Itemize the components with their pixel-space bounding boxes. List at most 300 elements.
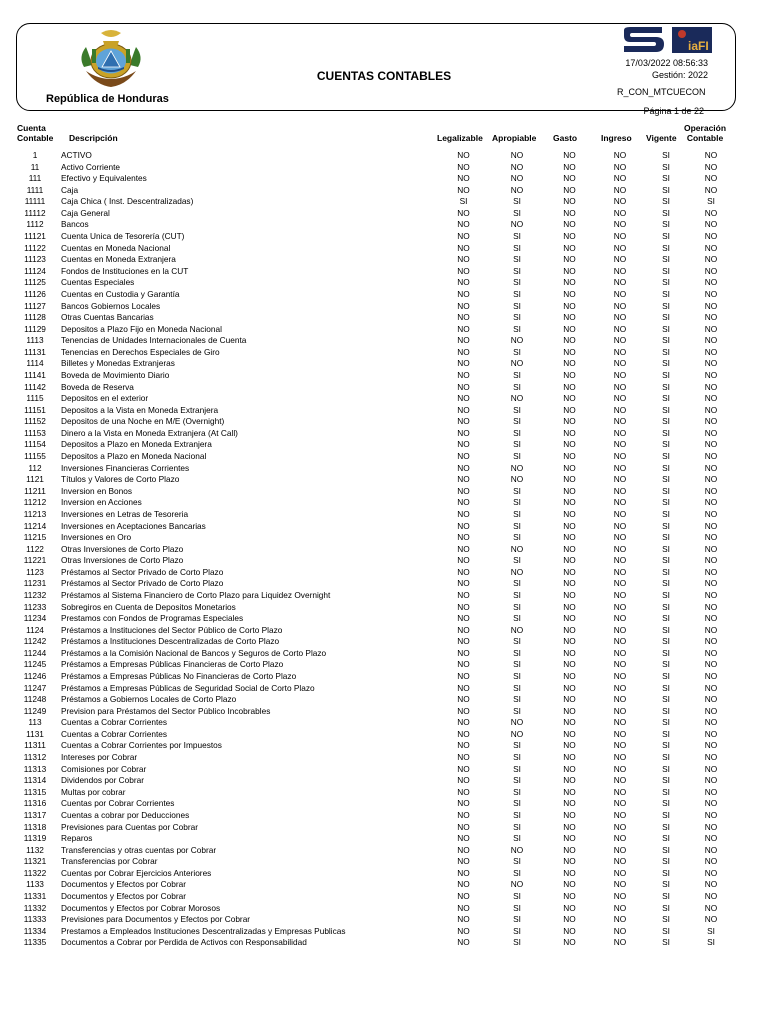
ingreso-value: NO [613, 937, 627, 948]
operacion-value: NO [704, 705, 718, 716]
vigente-value: SI [662, 937, 670, 948]
operacion-value: NO [704, 543, 718, 554]
ingreso-value: NO [613, 589, 627, 600]
operacion-value: NO [704, 601, 718, 612]
ingreso-value: NO [613, 786, 627, 797]
legalizable-value: NO [457, 300, 470, 311]
apropiable-value: SI [513, 671, 521, 682]
vigente-value: SI [662, 358, 670, 369]
table-row [14, 463, 736, 475]
ingreso-value: NO [613, 925, 627, 936]
vigente-value: SI [662, 555, 670, 566]
gasto-value: NO [563, 902, 576, 913]
gasto-value: NO [563, 485, 576, 496]
account-code: 11319 [23, 833, 47, 844]
apropiable-value: SI [513, 254, 521, 265]
legalizable-value: NO [457, 358, 470, 369]
operacion-value: NO [704, 265, 718, 276]
gasto-value: NO [563, 775, 576, 786]
ingreso-value: NO [613, 404, 627, 415]
vigente-value: SI [662, 844, 670, 855]
operacion-value: NO [704, 300, 718, 311]
gasto-value: NO [563, 844, 576, 855]
operacion-value: NO [704, 613, 718, 624]
account-description: Inversiones en Oro [61, 532, 132, 543]
account-description: Depositos de una Noche en M/E (Overnight) [61, 416, 225, 427]
table-row [14, 868, 736, 880]
account-code: 11234 [23, 613, 47, 624]
column-header-ingreso: Ingreso [601, 133, 632, 143]
operacion-value: NO [704, 682, 718, 693]
table-row [14, 347, 736, 359]
account-code: 11312 [23, 752, 47, 763]
column-header-code [17, 123, 53, 143]
ingreso-value: NO [613, 196, 627, 207]
legalizable-value: NO [457, 497, 470, 508]
account-code: 11245 [23, 659, 47, 670]
apropiable-value: SI [513, 809, 521, 820]
gasto-value: NO [563, 798, 576, 809]
gasto-value: NO [563, 601, 576, 612]
legalizable-value: NO [457, 532, 470, 543]
account-description: Depositos a Plazo en Moneda Nacional [61, 451, 207, 462]
account-description: Depositos a la Vista en Moneda Extranjera [61, 404, 219, 415]
account-code: 11316 [23, 798, 47, 809]
apropiable-value: NO [510, 335, 524, 346]
apropiable-value: SI [513, 856, 521, 867]
table-row [14, 590, 736, 602]
ingreso-value: NO [613, 184, 627, 195]
account-description: Prestamos a Empleados Instituciones Descentralizadas y Empresas Publicas [61, 925, 346, 936]
account-description: Préstamos a Instituciones Descentralizadas de Corto Plazo [61, 636, 280, 647]
legalizable-value: NO [457, 740, 470, 751]
gasto-value: NO [563, 335, 576, 346]
vigente-value: SI [662, 173, 670, 184]
accounts-table [14, 150, 736, 949]
account-description: Inversion en Acciones [61, 497, 142, 508]
apropiable-value: NO [510, 358, 524, 369]
gasto-value: NO [563, 763, 576, 774]
vigente-value: SI [662, 925, 670, 936]
ingreso-value: NO [613, 891, 627, 901]
account-code: 11232 [23, 589, 47, 600]
table-row [14, 891, 736, 903]
gasto-value: NO [563, 393, 576, 404]
operacion-value: NO [704, 798, 718, 809]
vigente-value: SI [662, 485, 670, 496]
account-code: 11123 [24, 254, 46, 265]
gasto-value: NO [563, 346, 576, 357]
table-row [14, 671, 736, 683]
table-row [14, 382, 736, 394]
legalizable-value: NO [457, 265, 470, 276]
table-row [14, 740, 736, 752]
account-code: 11127 [24, 300, 46, 311]
table-row [14, 428, 736, 440]
operacion-value: NO [704, 891, 718, 901]
vigente-value: SI [662, 659, 670, 670]
ingreso-value: NO [613, 508, 627, 519]
legalizable-value: NO [457, 242, 470, 253]
legalizable-value: NO [457, 844, 470, 855]
vigente-value: SI [662, 184, 670, 195]
apropiable-value: SI [513, 416, 521, 427]
operacion-value: NO [704, 589, 718, 600]
account-description: Documentos y Efectos por Cobrar [61, 891, 186, 901]
gasto-value: NO [563, 659, 576, 670]
vigente-value: SI [662, 508, 670, 519]
apropiable-value: SI [513, 752, 521, 763]
table-row [14, 324, 736, 336]
gasto-value: NO [563, 173, 576, 184]
vigente-value: SI [662, 867, 670, 878]
account-description: Boveda de Movimiento Diario [61, 369, 170, 380]
apropiable-value: NO [510, 543, 524, 554]
apropiable-value: NO [510, 879, 524, 890]
legalizable-value: NO [457, 150, 470, 160]
ingreso-value: NO [613, 173, 627, 184]
table-row [14, 497, 736, 509]
gasto-value: NO [563, 636, 576, 647]
account-code: 1111 [26, 184, 44, 195]
gasto-value: NO [563, 624, 576, 635]
apropiable-value: SI [513, 451, 521, 462]
operacion-value: NO [704, 763, 718, 774]
account-code: 11315 [23, 786, 47, 797]
table-row [14, 810, 736, 822]
operacion-value: NO [704, 474, 718, 485]
ingreso-value: NO [613, 150, 627, 160]
table-row [14, 312, 736, 324]
table-row [14, 185, 736, 197]
vigente-value: SI [662, 786, 670, 797]
ingreso-value: NO [613, 659, 627, 670]
account-description: Depositos en el exterior [61, 393, 149, 404]
column-header-operacion-line1: Operación [684, 123, 727, 133]
apropiable-value: SI [513, 821, 521, 832]
account-description: Préstamos a Empresas Públicas Financieras de Corto Plazo [61, 659, 284, 670]
country-name: República de Honduras [46, 93, 169, 105]
legalizable-value: NO [457, 207, 470, 218]
table-row [14, 405, 736, 417]
operacion-value: NO [704, 485, 718, 496]
gasto-value: NO [563, 520, 576, 531]
apropiable-value: SI [513, 196, 521, 207]
operacion-value: NO [704, 532, 718, 543]
gasto-value: NO [563, 416, 576, 427]
ingreso-value: NO [613, 914, 627, 925]
vigente-value: SI [662, 694, 670, 705]
account-code: 1115 [26, 393, 44, 404]
ingreso-value: NO [613, 520, 627, 531]
gasto-value: NO [563, 462, 576, 473]
table-row [14, 358, 736, 370]
table-row [14, 289, 736, 301]
account-code: 11332 [23, 902, 47, 913]
account-description: Dinero a la Vista en Moneda Extranjera (At Call) [61, 427, 238, 438]
ingreso-value: NO [613, 821, 627, 832]
table-row [14, 532, 736, 544]
account-code: 1124 [26, 624, 44, 635]
vigente-value: SI [662, 879, 670, 890]
table-row [14, 567, 736, 579]
operacion-value: NO [704, 902, 718, 913]
account-description: Caja General [61, 207, 110, 218]
gasto-value: NO [563, 589, 576, 600]
operacion-value: NO [704, 555, 718, 566]
account-description: Cuentas a Cobrar Corrientes [61, 728, 168, 739]
table-row [14, 474, 736, 486]
legalizable-value: NO [457, 728, 470, 739]
table-row [14, 521, 736, 533]
account-code: 1114 [26, 358, 44, 369]
ingreso-value: NO [613, 462, 627, 473]
vigente-value: SI [662, 242, 670, 253]
gasto-value: NO [563, 474, 576, 485]
vigente-value: SI [662, 150, 670, 160]
apropiable-value: SI [513, 497, 521, 508]
table-row [14, 416, 736, 428]
account-description: Préstamos al Sector Privado de Corto Plazo [61, 566, 224, 577]
column-header-legalizable: Legalizable [437, 133, 483, 143]
legalizable-value: NO [457, 705, 470, 716]
operacion-value: NO [704, 821, 718, 832]
apropiable-value: NO [510, 393, 524, 404]
gasto-value: NO [563, 891, 576, 901]
gasto-value: NO [563, 219, 576, 230]
legalizable-value: NO [457, 925, 470, 936]
apropiable-value: NO [510, 462, 524, 473]
account-description: Previsiones para Cuentas por Cobrar [61, 821, 198, 832]
gasto-value: NO [563, 381, 576, 392]
vigente-value: SI [662, 207, 670, 218]
ingreso-value: NO [613, 497, 627, 508]
account-code: 1131 [26, 728, 44, 739]
apropiable-value: SI [513, 613, 521, 624]
apropiable-value: NO [510, 173, 524, 184]
table-row [14, 335, 736, 347]
table-row [14, 243, 736, 255]
ingreso-value: NO [613, 207, 627, 218]
ingreso-value: NO [613, 288, 627, 299]
apropiable-value: SI [513, 277, 521, 288]
vigente-value: SI [662, 763, 670, 774]
vigente-value: SI [662, 288, 670, 299]
operacion-value: NO [704, 867, 718, 878]
operacion-value: NO [704, 184, 718, 195]
gasto-value: NO [563, 879, 576, 890]
apropiable-value: SI [513, 705, 521, 716]
table-row [14, 301, 736, 313]
ingreso-value: NO [613, 624, 627, 635]
legalizable-value: NO [457, 775, 470, 786]
gasto-value: NO [563, 242, 576, 253]
operacion-value: NO [704, 647, 718, 658]
legalizable-value: NO [457, 578, 470, 589]
legalizable-value: SI [459, 196, 468, 207]
ingreso-value: NO [613, 369, 627, 380]
ingreso-value: NO [613, 265, 627, 276]
account-description: Cuentas Especiales [61, 277, 135, 288]
operacion-value: NO [704, 671, 718, 682]
operacion-value: NO [704, 173, 718, 184]
account-code: 11318 [23, 821, 47, 832]
legalizable-value: NO [457, 184, 470, 195]
apropiable-value: SI [513, 775, 521, 786]
legalizable-value: NO [457, 624, 470, 635]
account-description: ACTIVO [61, 150, 92, 160]
legalizable-value: NO [457, 335, 470, 346]
legalizable-value: NO [457, 589, 470, 600]
apropiable-value: SI [513, 763, 521, 774]
legalizable-value: NO [457, 821, 470, 832]
ingreso-value: NO [613, 532, 627, 543]
table-row [14, 879, 736, 891]
operacion-value: NO [704, 508, 718, 519]
vigente-value: SI [662, 914, 670, 925]
operacion-value: SI [707, 925, 715, 936]
gasto-value: NO [563, 809, 576, 820]
legalizable-value: NO [457, 277, 470, 288]
operacion-value: NO [704, 393, 718, 404]
legalizable-value: NO [457, 809, 470, 820]
table-row [14, 219, 736, 231]
account-code: 11111 [24, 196, 46, 207]
account-code: 11244 [23, 647, 47, 658]
ingreso-value: NO [613, 474, 627, 485]
apropiable-value: SI [513, 231, 521, 242]
vigente-value: SI [662, 589, 670, 600]
apropiable-value: SI [513, 346, 521, 357]
column-header-code-line2: Contable [17, 133, 54, 143]
operacion-value: NO [704, 717, 718, 728]
legalizable-value: NO [457, 427, 470, 438]
ingreso-value: NO [613, 555, 627, 566]
ingreso-value: NO [613, 427, 627, 438]
vigente-value: SI [662, 624, 670, 635]
apropiable-value: SI [513, 520, 521, 531]
vigente-value: SI [662, 566, 670, 577]
column-header-description: Descripción [69, 133, 118, 143]
table-row [14, 683, 736, 695]
apropiable-value: SI [513, 532, 521, 543]
operacion-value: NO [704, 219, 718, 230]
legalizable-value: NO [457, 671, 470, 682]
apropiable-value: SI [513, 207, 521, 218]
account-description: Caja Chica ( Inst. Descentralizadas) [61, 196, 194, 207]
account-code: 11331 [23, 891, 47, 901]
account-code: 11335 [23, 937, 47, 948]
account-code: 11247 [23, 682, 47, 693]
gasto-value: NO [563, 508, 576, 519]
table-row [14, 798, 736, 810]
operacion-value: NO [704, 312, 718, 323]
operacion-value: NO [704, 150, 718, 160]
gasto-value: NO [563, 821, 576, 832]
ingreso-value: NO [613, 242, 627, 253]
operacion-value: NO [704, 752, 718, 763]
legalizable-value: NO [457, 161, 470, 172]
gasto-value: NO [563, 856, 576, 867]
account-description: Depositos a Plazo en Moneda Extranjera [61, 439, 212, 450]
legalizable-value: NO [457, 682, 470, 693]
account-code: 11249 [23, 705, 47, 716]
account-code: 1 [32, 150, 38, 160]
vigente-value: SI [662, 427, 670, 438]
operacion-value: NO [704, 497, 718, 508]
vigente-value: SI [662, 346, 670, 357]
account-description: Documentos a Cobrar por Perdida de Activos con Responsabilidad [61, 937, 307, 948]
table-row [14, 509, 736, 521]
vigente-value: SI [662, 717, 670, 728]
ingreso-value: NO [613, 775, 627, 786]
vigente-value: SI [662, 254, 670, 265]
ingreso-value: NO [613, 856, 627, 867]
apropiable-value: SI [513, 659, 521, 670]
apropiable-value: SI [513, 242, 521, 253]
account-description: Otras Cuentas Bancarias [61, 312, 154, 323]
ingreso-value: NO [613, 636, 627, 647]
account-description: Caja [61, 184, 79, 195]
legalizable-value: NO [457, 891, 470, 901]
account-description: Intereses por Cobrar [61, 752, 138, 763]
apropiable-value: SI [513, 798, 521, 809]
table-row [14, 636, 736, 648]
operacion-value: NO [704, 636, 718, 647]
account-description: Inversion en Bonos [61, 485, 133, 496]
account-description: Cuentas a Cobrar Corrientes [61, 717, 168, 728]
gasto-value: NO [563, 694, 576, 705]
account-code: 113 [28, 717, 42, 728]
table-row [14, 173, 736, 185]
ingreso-value: NO [613, 381, 627, 392]
apropiable-value: SI [513, 288, 521, 299]
table-row [14, 833, 736, 845]
apropiable-value: SI [513, 589, 521, 600]
account-description: Inversiones Financieras Corrientes [61, 462, 190, 473]
account-code: 11154 [24, 439, 46, 450]
account-code: 11246 [23, 671, 47, 682]
account-code: 1112 [26, 219, 44, 230]
apropiable-value: SI [513, 647, 521, 658]
gasto-value: NO [563, 786, 576, 797]
ingreso-value: NO [613, 867, 627, 878]
gasto-value: NO [563, 671, 576, 682]
legalizable-value: NO [457, 369, 470, 380]
legalizable-value: NO [457, 404, 470, 415]
report-code: R_CON_MTCUECON [617, 87, 706, 97]
apropiable-value: SI [513, 300, 521, 311]
operacion-value: NO [704, 288, 718, 299]
ingreso-value: NO [613, 809, 627, 820]
legalizable-value: NO [457, 601, 470, 612]
table-row [14, 277, 736, 289]
legalizable-value: NO [457, 508, 470, 519]
vigente-value: SI [662, 161, 670, 172]
vigente-value: SI [662, 705, 670, 716]
account-code: 11213 [23, 508, 47, 519]
ingreso-value: NO [613, 300, 627, 311]
operacion-value: NO [704, 879, 718, 890]
account-description: Inversiones en Letras de Tesoreria [61, 508, 189, 519]
ingreso-value: NO [613, 613, 627, 624]
account-description: Billetes y Monedas Extranjeras [61, 358, 175, 369]
account-code: 11334 [23, 925, 47, 936]
legalizable-value: NO [457, 231, 470, 242]
ingreso-value: NO [613, 566, 627, 577]
vigente-value: SI [662, 335, 670, 346]
account-code: 11121 [24, 231, 46, 242]
